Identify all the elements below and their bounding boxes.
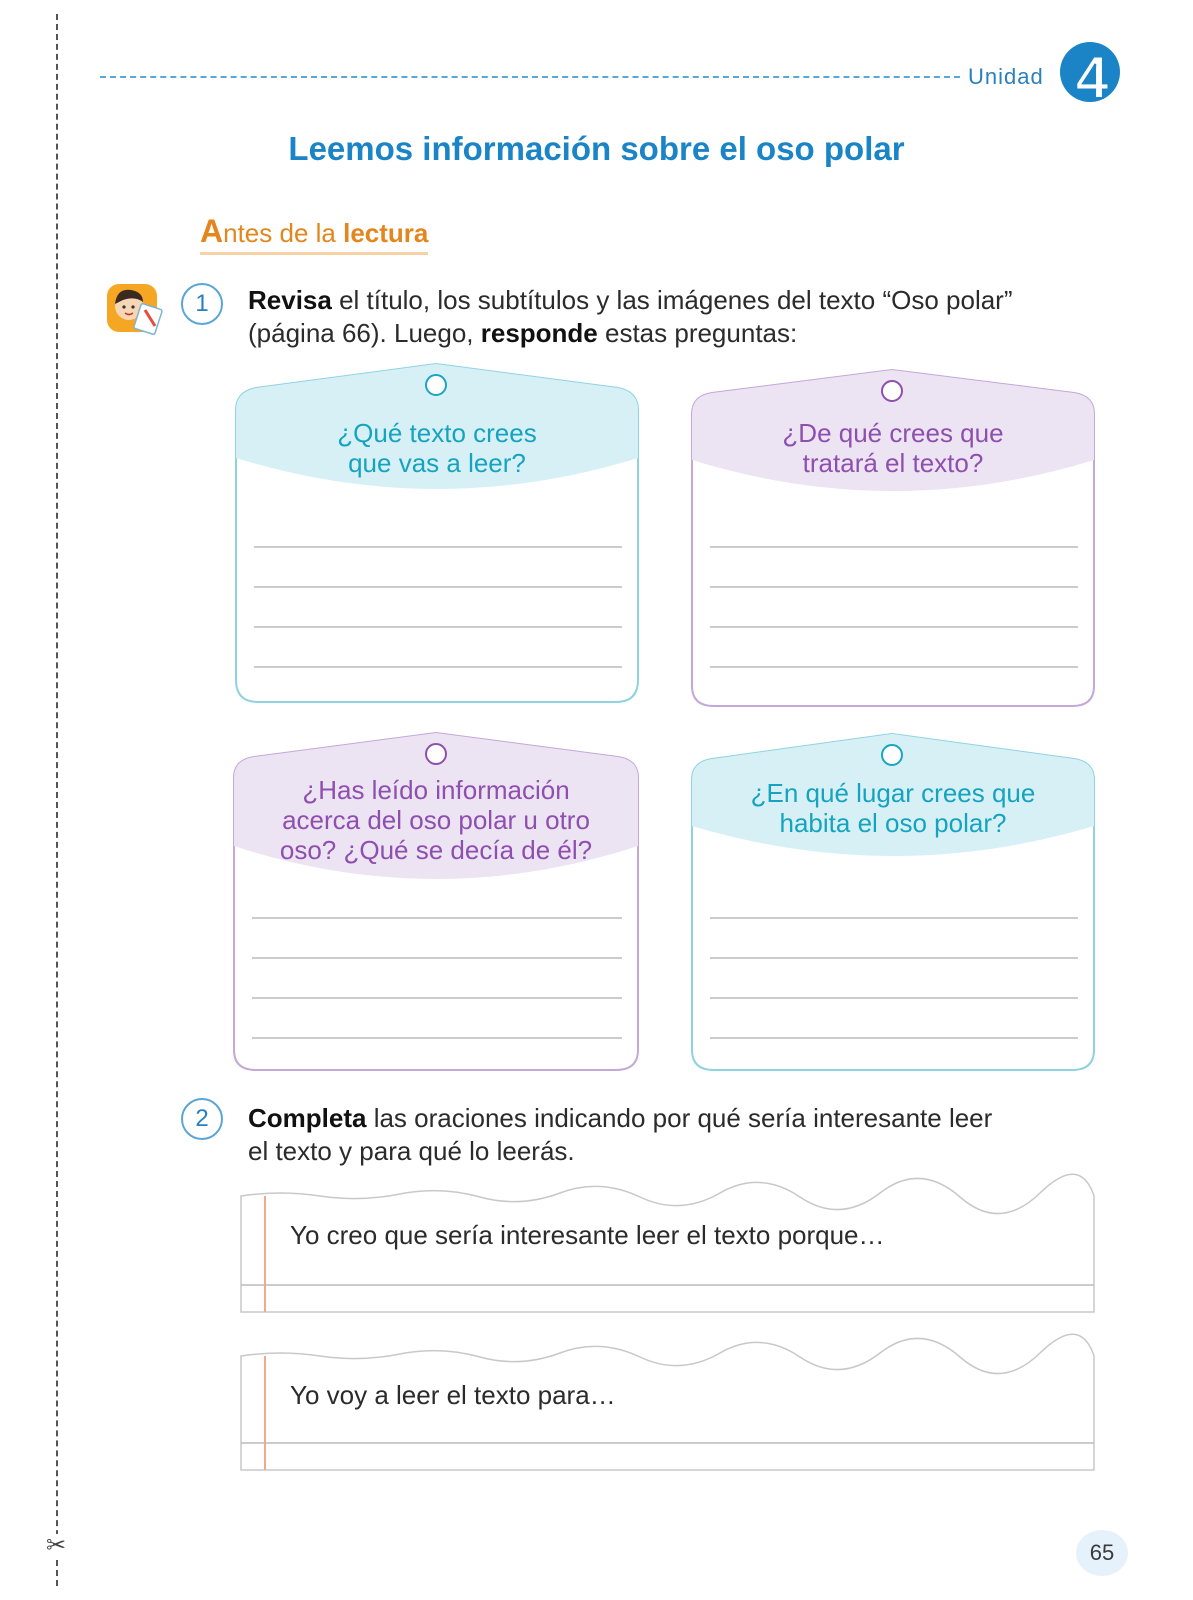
activity-1-text-3: estas preguntas:	[597, 318, 798, 348]
section-title-word3: lectura	[343, 218, 429, 248]
card-3-line-2: acerca del oso polar u otro	[282, 805, 590, 835]
verb-revisa: Revisa	[248, 285, 332, 315]
card-1-line-1: ¿Qué texto crees	[337, 418, 537, 448]
question-card-1	[236, 364, 638, 702]
card-2-question	[692, 418, 1094, 478]
unit-label: Unidad	[968, 64, 1044, 89]
section-title-word1: ntes	[223, 218, 273, 248]
card-4-question	[692, 778, 1094, 838]
card-3-line-1: ¿Has leído información	[302, 775, 570, 805]
scissors-icon: ✂	[46, 1532, 67, 1559]
activity-1-text-2: (página 66). Luego,	[248, 318, 481, 348]
card-1-line-2: que vas a leer?	[348, 448, 526, 478]
verb-completa: Completa	[248, 1103, 367, 1133]
sentence-prompt-1: Yo creo que sería interesante leer el texto porque…	[290, 1220, 885, 1250]
activity-2-instruction	[248, 1102, 992, 1168]
sentence-prompt-2: Yo voy a leer el texto para…	[290, 1380, 616, 1410]
activity-2-text-1: las oraciones indicando por qué sería interesante leer	[366, 1103, 993, 1133]
page-title: Leemos información sobre el oso polar	[288, 130, 905, 167]
card-4-line-2: habita el oso polar?	[779, 808, 1007, 838]
activity-number-1: 1	[181, 283, 223, 325]
card-2-line-2: tratará el texto?	[802, 448, 984, 478]
card-3-question	[234, 775, 638, 865]
card-3-line-3: oso? ¿Qué se decía de él?	[279, 835, 593, 865]
card-2-line-1: ¿De qué crees que	[782, 418, 1004, 448]
activity-2-line-2: el texto y para qué lo leerás.	[248, 1136, 575, 1166]
activity-2-line-1	[248, 1102, 992, 1135]
card-4-line-1: ¿En qué lugar crees que	[750, 778, 1036, 808]
activity-1-text-1: el título, los subtítulos y las imágenes del texto “Oso polar”	[331, 285, 1013, 315]
section-title-initial: A	[200, 213, 224, 249]
card-1-question	[236, 418, 638, 478]
page-number: 65	[1076, 1530, 1128, 1576]
section-title-word2: de la	[279, 218, 336, 248]
verb-responde: responde	[480, 318, 598, 348]
unit-number: 4	[1075, 44, 1109, 104]
activity-number-2: 2	[181, 1098, 223, 1140]
